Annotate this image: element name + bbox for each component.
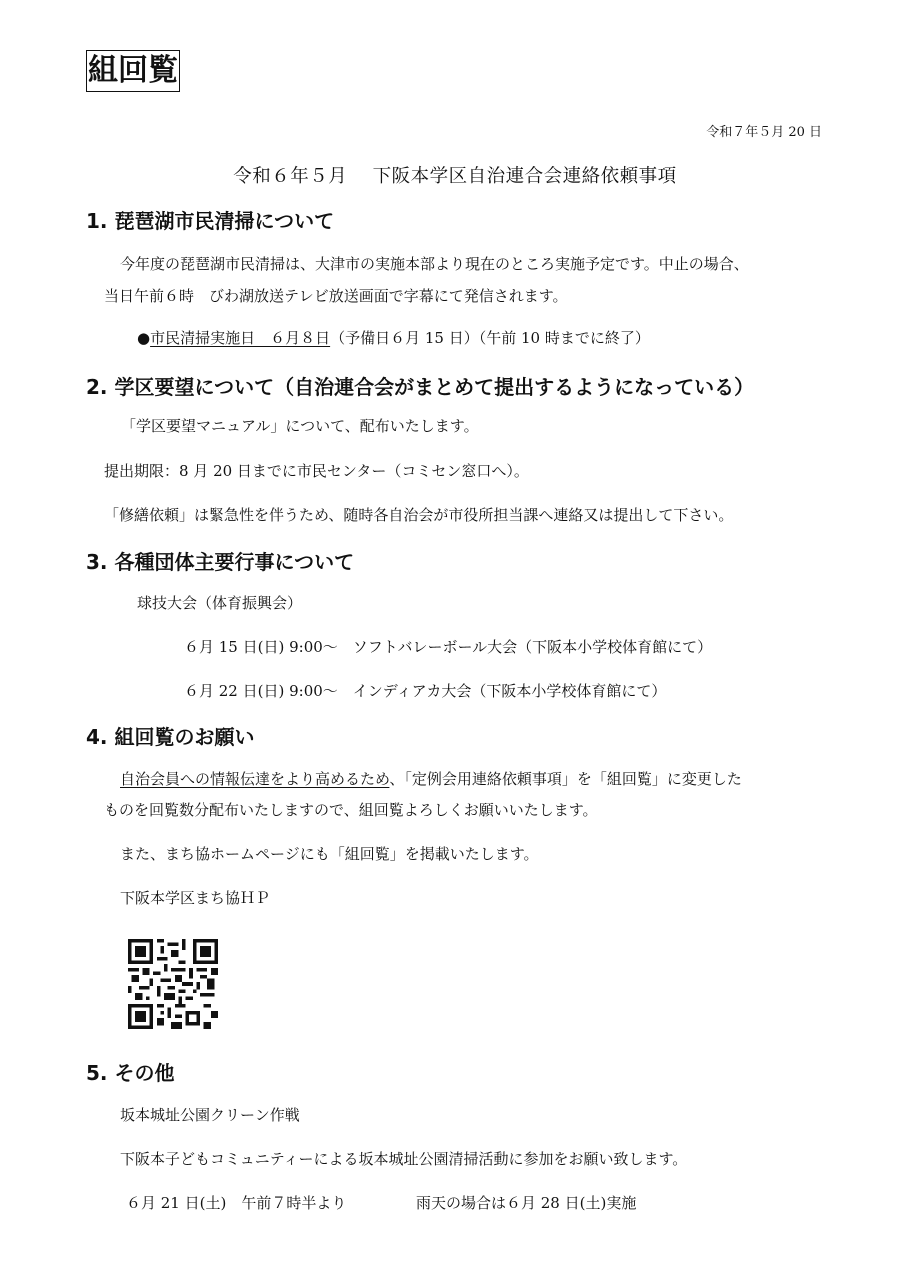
qr-code-icon[interactable] [128, 939, 218, 1029]
cleanup-event-time: ６月 21 日(土) 午前７時半より [126, 1194, 347, 1212]
document-label: 組回覧 [86, 50, 180, 92]
section-4-paragraph-3: また、まち協ホームページにも「組回覧」を掲載いたします。 [120, 845, 539, 863]
section-1-paragraph-1: 今年度の琵琶湖市民清掃は、大津市の実施本部より現在のところ実施予定です。中止の場合、 [120, 255, 749, 273]
section-4-paragraph-1 [120, 768, 742, 789]
cleanup-date-underlined: 市民清掃実施日 ６月８日 [150, 329, 331, 347]
section-5-paragraph-2: 下阪本子どもコミュニティーによる坂本城址公園清掃活動に参加をお願い致します。 [120, 1150, 688, 1168]
section-1-paragraph-2: 当日午前６時 びわ湖放送テレビ放送画面で字幕にて発信されます。 [104, 287, 568, 305]
section-2-paragraph-1: 「学区要望マニュアル」について、配布いたします。 [121, 417, 479, 435]
section-4-paragraph-1-rest: 、「定例会用連絡依頼事項」を「組回覧」に変更した [389, 770, 742, 788]
section-2-paragraph-2: 提出期限：8 月 20 日までに市民センター（コミセン窓口へ）。 [104, 462, 529, 480]
homepage-label: 下阪本学区まち協ＨＰ [120, 889, 271, 907]
section-3-subtitle: 球技大会（体育振興会） [137, 594, 303, 612]
section-5-paragraph-1: 坂本城址公園クリーン作戦 [120, 1106, 300, 1124]
section-1-heading: 1. 琵琶湖市民清掃について [86, 209, 335, 233]
event-2: ６月 22 日(日) 9:00～ インディアカ大会（下阪本小学校体育館にて） [184, 682, 667, 700]
issue-date: 令和７年５月 20 日 [706, 125, 822, 140]
cleanup-date-detail: （予備日６月 15 日）（午前 10 時までに終了） [330, 329, 650, 347]
section-5-heading: 5. その他 [86, 1061, 175, 1085]
section-2-heading: 2. 学区要望について（自治連合会がまとめて提出するようになっている） [86, 375, 755, 399]
section-1-cleanup-date [137, 327, 650, 348]
section-3-heading: 3. 各種団体主要行事について [86, 550, 355, 574]
section-2-paragraph-3: 「修繕依頼」は緊急性を伴うため、随時各自治会が市役所担当課へ連絡又は提出して下さい。 [104, 506, 734, 524]
section-4-underlined: 自治会員への情報伝達をより高めるため [120, 770, 390, 788]
event-1: ６月 15 日(日) 9:00～ ソフトバレーボール大会（下阪本小学校体育館にて） [184, 638, 713, 656]
section-4-heading: 4. 組回覧のお願い [86, 725, 255, 749]
rain-date: 雨天の場合は６月 28 日(土)実施 [416, 1194, 637, 1212]
bullet: ● [137, 329, 151, 347]
document-title: 令和６年５月 下阪本学区自治連合会連絡依頼事項 [233, 166, 677, 187]
section-4-paragraph-2: ものを回覧数分配布いたしますので、組回覧よろしくお願いいたします。 [104, 801, 598, 819]
